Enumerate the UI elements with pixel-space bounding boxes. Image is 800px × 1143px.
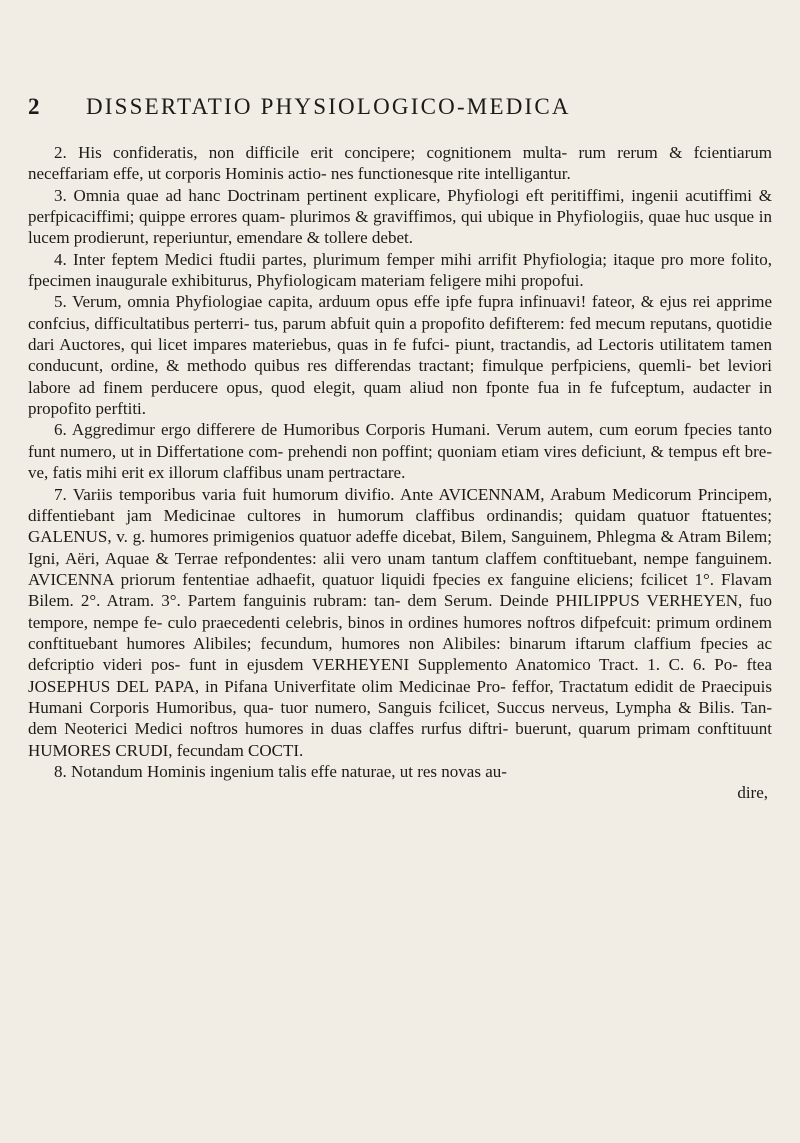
- page-header: [28, 92, 768, 122]
- paragraph-5: 5. Verum, omnia Phyfiologiae capita, arduum opus effe ipfe fupra infinuavi! fateor, & ejus rei apprime confcius, difficultatibus perterri- tus, parum abfuit quin a propofito defifterem: fed mecum reputans, quotidie dari Auctores, qui licet impares materiebus, quas in fe fufci- piunt, tractandis, ad Lectoris utilitatem tamen conducunt, ordine, & methodo quibus res differendas tractant; fimulque perfpiciens, quemli- bet leviori labore ad finem perducere opus, quod elegit, quam aliud non fponte fua in fe fufceptum, audacter in propofito perftiti.: [28, 292, 772, 419]
- body-text: [28, 142, 772, 804]
- paragraph-3: 3. Omnia quae ad hanc Doctrinam pertinent explicare, Phyfiologi eft peritiffimi, ingenii acutiffimi & perfpicaciffimi; quippe errores quam- plurimos & graviffimos, qui ubique in Phyfiologiis, quae huc usque in lucem prodierunt, reperiuntur, emendare & tollere debet.: [28, 185, 772, 248]
- page-number: 2: [28, 94, 40, 119]
- catchword: dire,: [737, 783, 768, 803]
- paragraph-7: 7. Variis temporibus varia fuit humorum divifio. Ante AVICENNAM, Arabum Medicorum Principem, diffentiebant jam Medicinae cultores in humorum claffibus ordinandis; quidam quatuor ftatuentes; GALENUS, v. g. humores primigenios quatuor adeffe dicebat, Bilem, Sanguinem, Phlegma & Atram Bilem; Igni, Aëri, Aquae & Terrae refpondentes: alii vero unam tantum claffem conftituebant, nempe fanguinem. AVICENNA priorum fententiae adhaefit, quatuor liquidi fpecies ex fanguine eliciens; fcilicet 1°. Flavam Bilem. 2°. Atram. 3°. Partem fanguinis rubram: tan- dem Serum. Deinde PHILIPPUS VERHEYEN, fuo tempore, nempe fe- culo praecedenti celebris, binos in ordines humores noftros difpefcuit: primum ordinem conftituebant humores Alibiles; fecundum, humores non Alibiles: binarum iftarum claffium fpecies ac defcriptio videri pos- funt in ejusdem VERHEYENI Supplemento Anatomico Tract. 1. C. 6. Po- ftea JOSEPHUS DEL PAPA, in Pifana Univerfitate olim Medicinae Pro- feffor, Tractatum edidit de Praecipuis Humani Corporis Humoribus, qua- tuor numero, Sanguis fcilicet, Succus nerveus, Lympha & Bilis. Tan- dem Neoterici Medici noftros humores in duas claffes rurfus diftri- buerunt, quarum primam conftituunt HUMORES CRUDI, fecundam COCTI.: [28, 484, 772, 760]
- running-title: DISSERTATIO PHYSIOLOGICO-MEDICA: [86, 94, 571, 119]
- paragraph-4: 4. Inter feptem Medici ftudii partes, plurimum femper mihi arrifit Phyfiologia; itaque pro more folito, fpecimen inaugurale exhibiturus, Phyfiologicam materiam feligere mihi propofui.: [28, 249, 772, 291]
- paragraph-6: 6. Aggredimur ergo differere de Humoribus Corporis Humani. Verum autem, cum eorum fpecies tanto funt numero, ut in Differtatione com- prehendi non poffint; quoniam etiam vires deficiunt, & tempus eft bre- ve, fatis mihi erit ex illorum claffibus unam pertractare.: [28, 420, 772, 483]
- paragraph-2: 2. His confideratis, non difficile erit concipere; cognitionem multa- rum rerum & fcientiarum neceffariam effe, ut corporis Hominis actio- nes functionesque rite intelligantur.: [28, 143, 772, 184]
- paragraph-8: 8. Notandum Hominis ingenium talis effe naturae, ut res novas au-: [54, 761, 507, 781]
